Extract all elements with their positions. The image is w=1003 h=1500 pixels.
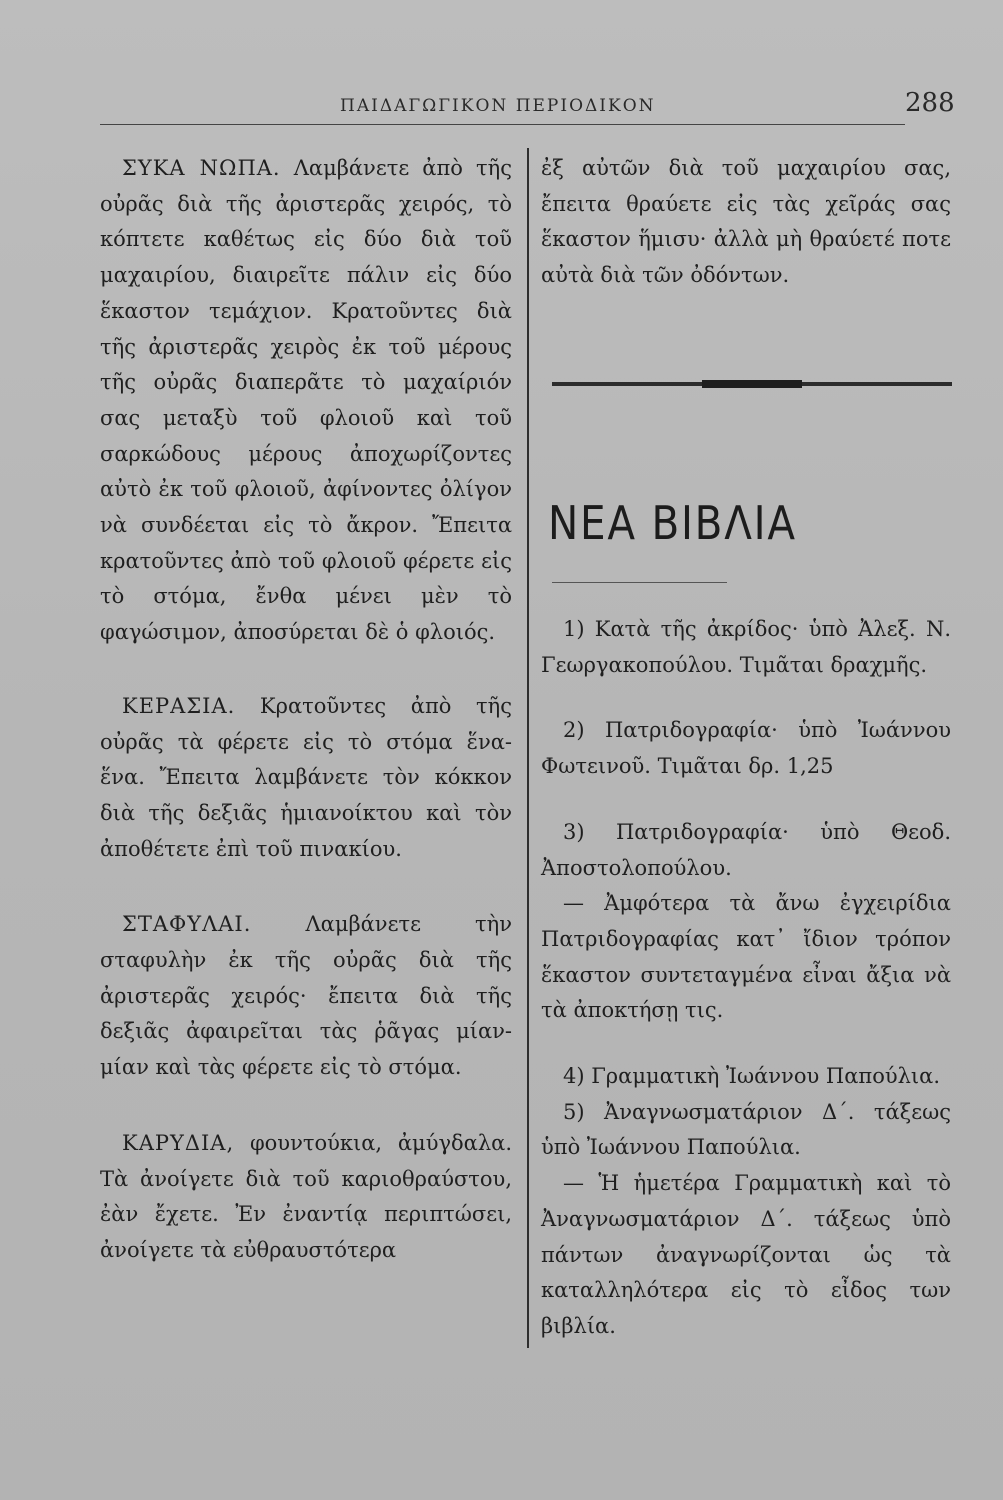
book-item-1: 1) Κατὰ τῆς ἀκρίδος· ὑπὸ Ἀλεξ. Ν. Γεωργακοπούλου. Τιμᾶται δραχμῆς. [541,617,951,677]
ornamental-divider [552,382,952,386]
kerasia-title: ΚΕΡΑΣΙΑ. [122,693,236,718]
book-item-2: 2) Πατριδογραφία· ὑπὸ Ἰωάννου Φωτεινοῦ. Τιμᾶται δρ. 1,25 [541,718,951,779]
book-item-4: 4) Γραμματικὴ Ἰωάννου Παπούλια. [563,1064,941,1089]
header-rule [100,124,905,125]
book-item-3: 3) Πατριδογραφία· ὑπὸ Θεοδ. Ἀποστολοπούλου. [541,819,951,880]
left-column [100,151,512,1269]
stafylai-paragraph [100,907,512,1086]
karydia-paragraph [100,1126,512,1269]
continuation-paragraph: ἐξ αὐτῶν διὰ τοῦ μαχαιρίου σας, ἔπειτα θραύετε εἰς τὰς χεῖράς σας ἕκαστον ἥμισυ· ἀλλὰ μὴ θραύετέ ποτε αὐτὰ διὰ τῶν ὀδόντων. [541,156,951,288]
syka-title: ΣΥΚΑ ΝΩΠΑ. [122,156,281,180]
section-heading: ΝΕΑ ΒΙΒΛΙΑ [548,496,797,550]
book-item-5: 5) Ἀναγνωσματάριον Δ΄. τάξεως ὑπὸ Ἰωάννου Παπούλια. [541,1099,951,1160]
page-number: 288 [905,88,955,118]
syka-paragraph [100,151,512,651]
stafylai-text: Λαμβάνετε τὴν σταφυλὴν ἐκ τῆς οὐρᾶς διὰ τῆς ἀριστερᾶς χειρός· ἔπειτα διὰ τῆς δεξιᾶς ἀφαιρεῖται τὰς ῥᾶγας μίαν-μίαν καὶ τὰς φέρετε εἰς τὸ στόμα. [100,912,512,1080]
right-column-top [541,151,951,294]
heading-rule [552,582,727,583]
book-note-2: — Ἡ ἡμετέρα Γραμματικὴ καὶ τὸ Ἀναγνωσματάριον Δ΄. τάξεως ὑπὸ πάντων ἀναγνωρίζονται ὡς τὰ καταλληλότερα εἰς τὸ εἶδος των βιβλία. [541,1171,951,1338]
karydia-text: φουντούκια, ἀμύγδαλα. Τὰ ἀνοίγετε διὰ τοῦ καριοθραύστου, ἐὰν ἔχετε. Ἐν ἐναντίᾳ περιπτώσει, ἀνοίγετε τὰ εὐθραυστότερα [100,1130,512,1262]
stafylai-title: ΣΤΑΦΥΛΑΙ. [122,912,252,937]
books-list [541,612,951,1345]
running-header: ΠΑΙΔΑΓΩΓΙΚΟΝ ΠΕΡΙΟΔΙΚΟΝ [340,96,656,116]
syka-text: Λαμβάνετε ἀπὸ τῆς οὐρᾶς διὰ τῆς ἀριστερᾶς χειρός, τὸ κόπτετε καθέτως εἰς δύο διὰ τοῦ μαχαιρίου, διαιρεῖτε πάλιν εἰς δύο ἕκαστον τεμάχιον. Κρατοῦντες διὰ τῆς ἀριστερᾶς χειρὸς ἐκ τοῦ μέρους τῆς οὐρᾶς διαπερᾶτε τὸ μαχαίριόν σας μεταξὺ τοῦ φλοιοῦ καὶ τοῦ σαρκώδους μέρους ἀποχωρίζοντες αὐτὸ ἐκ τοῦ φλοιοῦ, ἀφίνοντες ὀλίγον νὰ συνδέεται εἰς τὸ ἄκρον. Ἔπειτα κρατοῦντες ἀπὸ τοῦ φλοιοῦ φέρετε εἰς τὸ στόμα, ἔνθα μένει μὲν τὸ φαγώσιμον, ἀποσύρεται δὲ ὁ φλοιός. [100,156,512,645]
column-divider [527,148,529,1348]
kerasia-paragraph [100,689,512,868]
kerasia-text: Κρατοῦντες ἀπὸ τῆς οὐρᾶς τὰ φέρετε εἰς τὸ στόμα ἕνα-ἕνα. Ἔπειτα λαμβάνετε τὸν κόκκον διὰ τῆς δεξιᾶς ἡμιανοίκτου καὶ τὸν ἀποθέτετε ἐπὶ τοῦ πινακίου. [100,693,512,861]
book-note-1: — Ἀμφότερα τὰ ἄνω ἐγχειρίδια Πατριδογραφίας κατ᾽ ἴδιον τρόπον ἕκαστον συντεταγμένα εἶναι ἄξια νὰ τὰ ἀποκτήσῃ τις. [541,891,951,1023]
ornamental-divider-center [702,380,802,388]
karydia-title: ΚΑΡΥΔΙΑ, [122,1130,235,1155]
